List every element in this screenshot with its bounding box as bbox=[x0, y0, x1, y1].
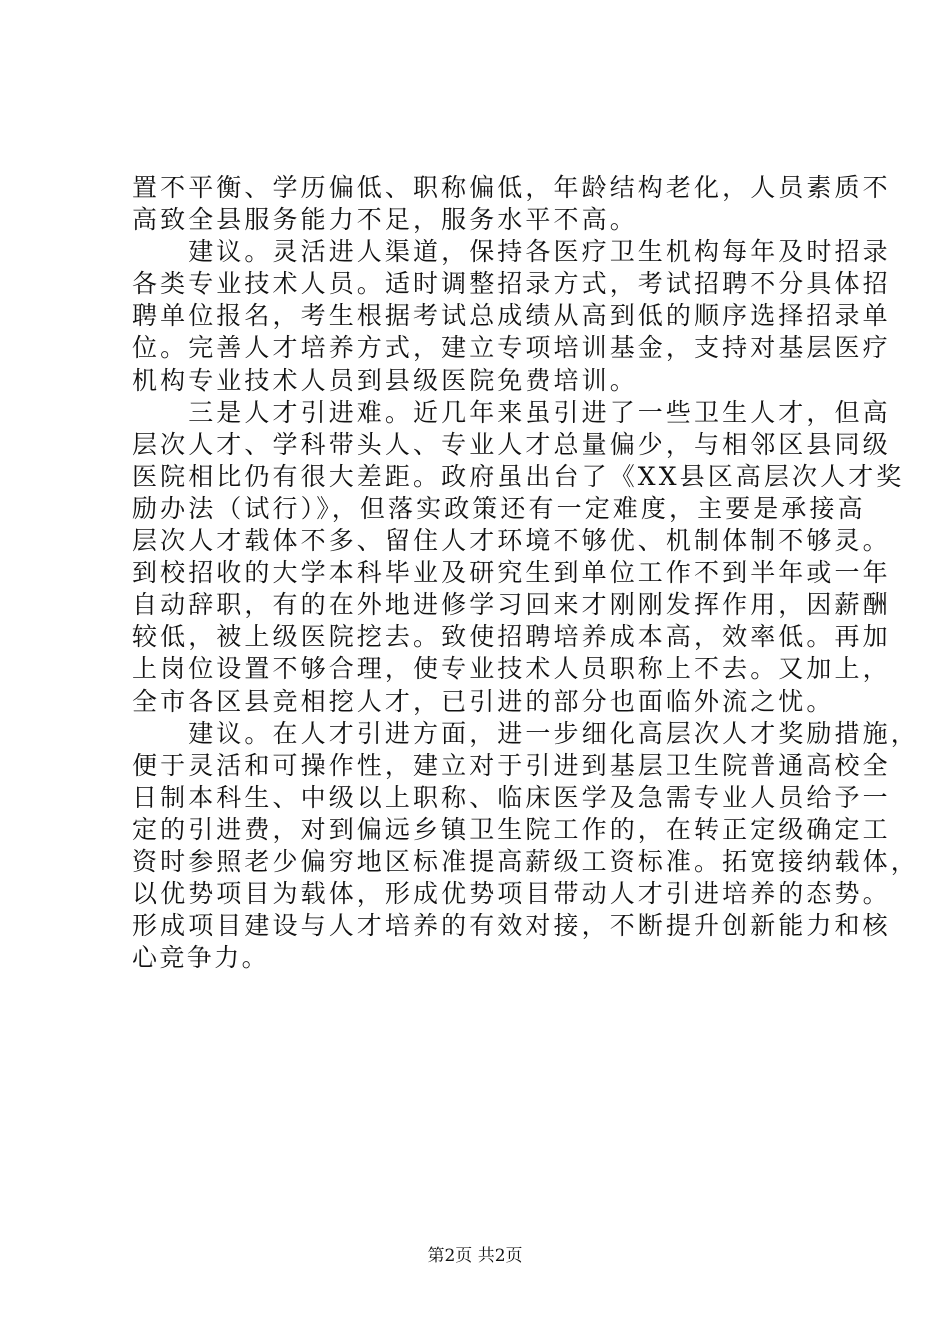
text-line: 医院相比仍有很大差距。政府虽出台了《XX县区高层次人才奖 bbox=[132, 461, 905, 491]
text-line: 位。完善人才培养方式，建立专项培训基金，支持对基层医疗 bbox=[132, 333, 891, 363]
text-line: 以优势项目为载体，形成优势项目带动人才引进培养的态势。 bbox=[132, 879, 891, 909]
text-line: 三是人才引进难。近几年来虽引进了一些卫生人才，但高 bbox=[132, 397, 891, 427]
text-line: 资时参照老少偏穷地区标准提高薪级工资标准。拓宽接纳载体， bbox=[132, 846, 919, 876]
text-line: 便于灵活和可操作性，建立对于引进到基层卫生院普通高校全 bbox=[132, 750, 891, 780]
page-number-footer: 第2页 共2页 bbox=[427, 1246, 523, 1266]
text-line: 各类专业技术人员。适时调整招录方式，考试招聘不分具体招 bbox=[132, 269, 891, 299]
text-line: 较低，被上级医院挖去。致使招聘培养成本高，效率低。再加 bbox=[132, 622, 891, 652]
text-line: 自动辞职，有的在外地进修学习回来才刚刚发挥作用，因薪酬 bbox=[132, 590, 891, 620]
text-line: 层次人才、学科带头人、专业人才总量偏少，与相邻区县同级 bbox=[132, 429, 891, 459]
text-line: 建议。在人才引进方面，进一步细化高层次人才奖励措施， bbox=[132, 718, 919, 748]
text-line: 置不平衡、学历偏低、职称偏低，年龄结构老化，人员素质不 bbox=[132, 173, 891, 202]
text-line: 定的引进费，对到偏远乡镇卫生院工作的，在转正定级确定工 bbox=[132, 814, 891, 844]
text-line: 励办法（试行）》，但落实政策还有一定难度，主要是承接高 bbox=[132, 493, 866, 523]
text-line: 形成项目建设与人才培养的有效对接，不断提升创新能力和核 bbox=[132, 911, 891, 941]
text-line: 心竞争力。 bbox=[132, 943, 270, 973]
text-line: 到校招收的大学本科毕业及研究生到单位工作不到半年或一年 bbox=[132, 558, 891, 588]
body-text bbox=[132, 172, 919, 974]
text-line: 机构专业技术人员到县级医院免费培训。 bbox=[132, 365, 638, 395]
text-line: 高致全县服务能力不足，服务水平不高。 bbox=[132, 205, 638, 235]
text-line: 建议。灵活进人渠道，保持各医疗卫生机构每年及时招录 bbox=[132, 237, 891, 267]
text-line: 全市各区县竞相挖人才，已引进的部分也面临外流之忧。 bbox=[132, 686, 835, 716]
text-line: 上岗位设置不够合理，使专业技术人员职称上不去。又加上， bbox=[132, 654, 891, 684]
text-line: 聘单位报名，考生根据考试总成绩从高到低的顺序选择招录单 bbox=[132, 301, 891, 331]
text-line: 日制本科生、中级以上职称、临床医学及急需专业人员给予一 bbox=[132, 782, 891, 812]
text-line: 层次人才载体不多、留住人才环境不够优、机制体制不够灵。 bbox=[132, 526, 891, 556]
